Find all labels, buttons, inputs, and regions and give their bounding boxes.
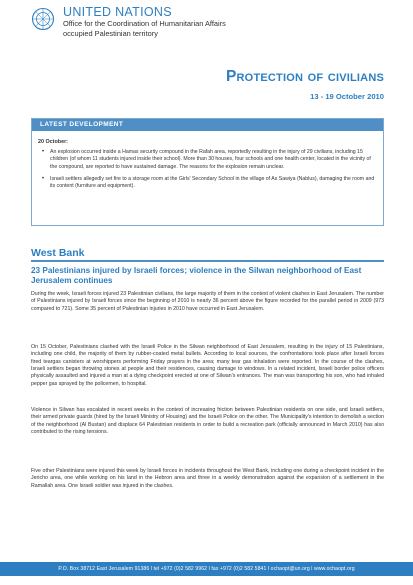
article-paragraph: During the week, Israeli forces injured 23 Palestinian civilians, the large majority of them in the context of violent clashes in East Jerusalem. The number of Palestinians injured by Israeli forces since the beginning of 2010 is nearly 36 percent above the figure recorded for the parallel period in 2009 (973 compared to 721). Some 35 percent of Palestinian injuries in 2010 have occurred in East Jerusalem. [31,291,384,312]
report-title: Protection of civilians [226,68,384,85]
report-date: 13 - 19 October 2010 [310,92,384,101]
latest-item-text: Israeli settlers allegedly set fire to a storage room at the Girls' Secondary School in the village of As Sawiya (Nablus), damaging the room and its content (furniture and equipment). [50,175,375,190]
footer-bottom-margin [0,576,413,585]
organization-name: UNITED NATIONS [63,5,172,19]
section-heading: West Bank [31,247,85,259]
organization-block [63,5,226,39]
latest-development-list [40,149,377,190]
article-paragraph: Five other Palestinians were injured this week by Israeli forces in incidents throughout the West Bank, including one during a checkpoint incident in the Jericho area, one while working on his land in the Hebron area and three in a weekly demonstration against the expansion of a settlement in the Ramallah area. One Israeli soldier was injured in the clashes. [31,468,384,489]
latest-item-text: An explosion occurred inside a Hamas security compound in the Rafah area, reportedly resulting in the injury of 29 civilians, including 15 children (of whom 11 students injured inside their school). More than 30 houses, four schools and one health center, located in the vicinity of the compound, are reported to have sustained damage. The reasons for the explosion remain unclear. [50,149,371,170]
article-paragraph: On 15 October, Palestinians clashed with the Israeli Police in the Silwan neighborhood of East Jerusalem, resulting in the injury of 15 Palestinians, including one child, the majority of them by rubber-coated metal bullets. According to local sources, the confrontations took place after Israeli forces fired teargas canisters at worshippers performing Friday prayers in the area; many tear gas inhalation were reported. In the course of the clashes, Israeli settlers began throwing stones at people and their residences, causing damage to windows. In a related incident, Israeli border police officers physically assaulted and injured a man at a dying checkpoint erected at one of Silwan's entrances. The man was transporting his son, who had inhaled pepper gas sprayed by the policemen, to hospital. [31,344,384,387]
footer-contact-bar: P.O. Box 38712 East Jerusalem 91386 l tel +972 (0)2 582 9962 l fax +972 (0)2 582 5841 l ochaopt@un.org l www.ochaopt.org [0,562,413,576]
organization-subtitle: Office for the Coordination of Humanitarian Affairs [63,19,226,28]
latest-development-box [31,118,384,226]
article-title: 23 Palestinians injured by Israeli forces; violence in the Silwan neighborhood of East Jerusalem continues [31,266,362,285]
latest-item [40,176,377,191]
article-paragraph: Violence in Silwan has escalated in recent weeks in the context of increasing friction between Palestinian residents on one side, and Israeli settlers, their armed private guards (hired by the Israeli Ministry of Housing) and the Israeli Police on the other. The Municipality's intention to demolish a section of the neighborhood (Al Bustan) and displace 64 Palestinian residents in order to build a recreation park (officially announced in March 2010) has also contributed to the rising tensions. [31,407,384,436]
un-emblem-icon [31,7,55,31]
bullet-icon: • [42,149,45,155]
latest-development-date: 20 October: [38,139,68,145]
section-divider [31,260,384,262]
organization-territory: occupied Palestinian territory [63,29,158,38]
latest-development-header: LATEST DEVELOPMENT [32,119,383,131]
latest-item [40,149,377,171]
bullet-icon: • [42,175,45,182]
